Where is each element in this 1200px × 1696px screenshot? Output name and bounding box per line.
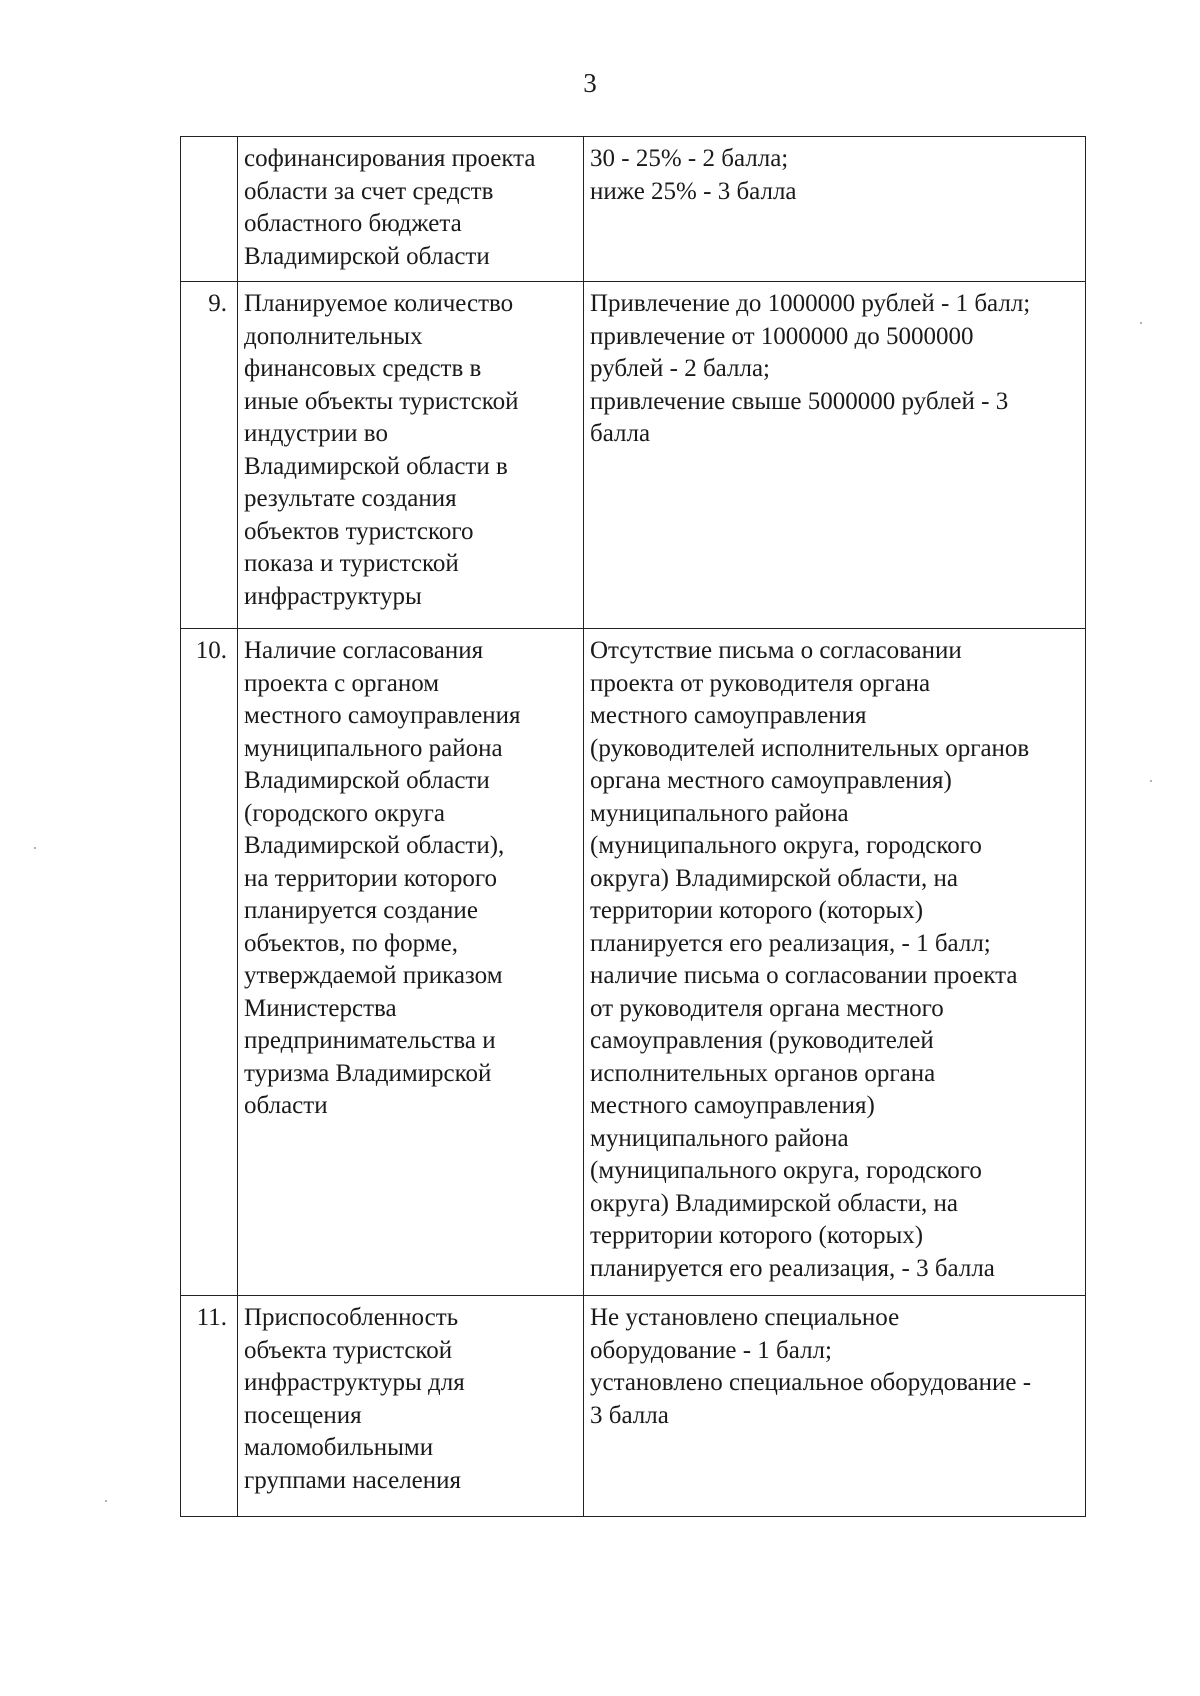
criterion-line: Приспособленность [244, 1304, 459, 1331]
scan-speck [1150, 780, 1152, 782]
score-line: муниципального района [590, 799, 849, 827]
score-line: (руководителей исполнительных органов [590, 734, 1030, 762]
criterion-line: объектов туристского [244, 517, 474, 545]
criterion-line: иные объекты туристской [244, 387, 519, 415]
criterion-line: туризма Владимирской [244, 1059, 492, 1087]
score-line: местного самоуправления) [590, 1092, 875, 1119]
scan-speck [1140, 322, 1142, 324]
score-line: наличие письма о согласовании проекта [590, 962, 1018, 989]
criterion-line: Владимирской области [244, 242, 490, 270]
criterion-line: группами населения [244, 1466, 462, 1494]
score-line: рублей - 2 балла; [590, 355, 770, 382]
criterion-line: софинансирования проекта [244, 145, 536, 172]
score-line: привлечение от 1000000 до 5000000 [590, 322, 974, 350]
score-line: Не установлено специальное [590, 1304, 900, 1331]
score-line: самоуправления (руководителей [590, 1027, 934, 1054]
score-cell [584, 629, 1086, 1296]
row-number: 9. [181, 282, 238, 629]
score-cell [584, 1296, 1086, 1517]
criterion-line: инфраструктуры [244, 582, 422, 610]
criterion-line: Планируемое количество [244, 290, 514, 317]
criterion-cell [238, 282, 584, 629]
score-line: (муниципального округа, городского [590, 1157, 982, 1184]
score-line: привлечение свыше 5000000 рублей - 3 [590, 387, 1009, 415]
row-number: 10. [181, 629, 238, 1296]
score-line: проекта от руководителя органа [590, 669, 931, 697]
criterion-line: Министерства [244, 994, 397, 1022]
criterion-line: объектов, по форме, [244, 929, 458, 957]
score-line: органа местного самоуправления) [590, 767, 952, 794]
criterion-line: показа и туристской [244, 550, 459, 577]
score-cell [584, 282, 1086, 629]
criterion-line: проекта с органом [244, 669, 440, 697]
criterion-line: предпринимательства и [244, 1027, 496, 1054]
criterion-line: области за счет средств [244, 177, 494, 205]
score-line: от руководителя органа местного [590, 994, 944, 1022]
table-row [181, 1296, 1086, 1517]
score-line: планируется его реализация, - 3 балла [590, 1254, 995, 1282]
criterion-cell [238, 1296, 584, 1517]
score-cell [584, 137, 1086, 282]
criterion-line: объекта туристской [244, 1336, 453, 1364]
scan-speck [34, 847, 36, 849]
criterion-cell [238, 137, 584, 282]
row-number: 11. [181, 1296, 238, 1517]
score-line: Привлечение до 1000000 рублей - 1 балл; [590, 290, 1031, 317]
score-line: ниже 25% - 3 балла [590, 177, 797, 205]
score-line: округа) Владимирской области, на [590, 864, 958, 892]
criterion-line: Владимирской области), [244, 832, 505, 859]
criterion-line: индустрии во [244, 420, 388, 447]
scan-speck [105, 1500, 107, 1502]
score-line: округа) Владимирской области, на [590, 1189, 958, 1217]
criterion-line: области [244, 1092, 328, 1119]
score-line: территории которого (которых) [590, 1222, 924, 1249]
criterion-line: утверждаемой приказом [244, 962, 503, 989]
score-line: балла [590, 420, 651, 447]
criterion-line: планируется создание [244, 897, 478, 924]
criteria-table [180, 136, 1086, 1517]
score-line: 3 балла [590, 1401, 669, 1429]
criterion-line: маломобильными [244, 1434, 434, 1461]
score-line: местного самоуправления [590, 702, 867, 729]
criterion-line: результате создания [244, 485, 457, 512]
criterion-line: (городского округа [244, 799, 445, 827]
criterion-line: Владимирской области в [244, 452, 508, 480]
score-line: исполнительных органов органа [590, 1059, 936, 1087]
page-number: 3 [583, 68, 597, 98]
criterion-line: Владимирской области [244, 767, 490, 794]
score-line: Отсутствие письма о согласовании [590, 637, 962, 664]
criterion-line: инфраструктуры для [244, 1369, 465, 1396]
criterion-line: областного бюджета [244, 210, 462, 237]
score-line: планируется его реализация, - 1 балл; [590, 929, 991, 957]
criterion-line: посещения [244, 1401, 362, 1429]
score-line: территории которого (которых) [590, 897, 924, 924]
row-number [181, 137, 238, 282]
table-row [181, 137, 1086, 282]
criterion-line: на территории которого [244, 864, 498, 892]
table-row [181, 629, 1086, 1296]
criterion-line: муниципального района [244, 734, 503, 762]
score-line: (муниципального округа, городского [590, 832, 982, 859]
score-line: оборудование - 1 балл; [590, 1336, 832, 1364]
criterion-line: финансовых средств в [244, 355, 482, 382]
score-line: установлено специальное оборудование - [590, 1369, 1032, 1396]
criterion-line: Наличие согласования [244, 637, 484, 664]
score-line: 30 - 25% - 2 балла; [590, 145, 789, 172]
score-line: муниципального района [590, 1124, 849, 1152]
criterion-line: дополнительных [244, 322, 423, 350]
table-row [181, 282, 1086, 629]
criterion-line: местного самоуправления [244, 702, 521, 729]
criterion-cell [238, 629, 584, 1296]
